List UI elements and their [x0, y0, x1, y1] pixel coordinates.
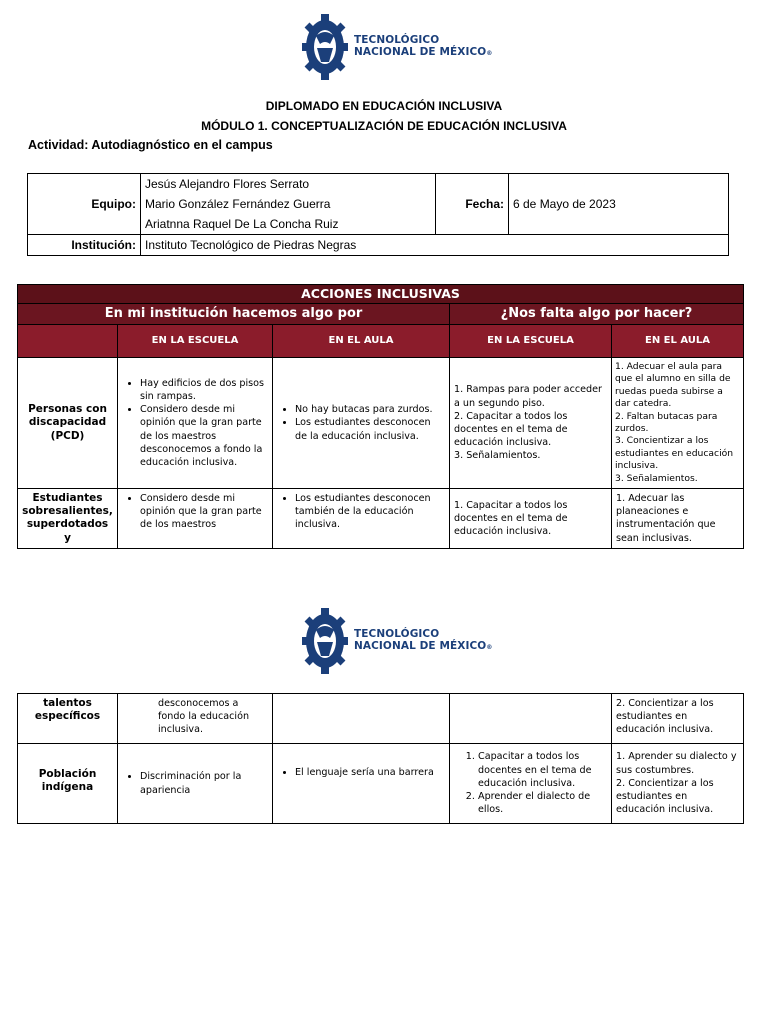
- col-header-classroom: EN EL AULA: [612, 325, 744, 358]
- cell-gifted-school: [118, 489, 273, 549]
- col-header-classroom: EN EL AULA: [273, 325, 450, 358]
- logo-line-1: TECNOLÓGICO: [354, 628, 440, 640]
- table-row: [18, 744, 744, 824]
- activity-title: Actividad: Autodiagnóstico en el campus: [28, 138, 273, 152]
- list-item: 1. Capacitar a todos los docentes en el tema de educación inclusiva.: [478, 750, 607, 790]
- registered-mark: ®: [486, 644, 493, 651]
- table-title: ACCIONES INCLUSIVAS: [18, 285, 744, 304]
- row-label-gifted-cont: talentos específicos: [18, 694, 118, 744]
- list-item: 2. Faltan butacas para zurdos.: [615, 410, 718, 434]
- team-member: Jesús Alejandro Flores Serrato: [145, 177, 310, 191]
- table-row: [18, 358, 744, 489]
- team-member: Mario González Fernández Guerra: [145, 197, 331, 211]
- table-row: [18, 694, 744, 744]
- logo-wordmark: [354, 34, 492, 60]
- cell-pcd-school: [118, 358, 273, 489]
- list-item: • Los estudiantes desconocen también de la educación inclusiva.: [295, 492, 445, 532]
- date-label: Fecha:: [436, 174, 509, 235]
- cell-gifted-todo-school: 1. Capacitar a todos los docentes en el tema de educación inclusiva.: [450, 489, 612, 549]
- cell-indigenous-todo-school: [450, 744, 612, 824]
- gear-eagle-icon: [302, 14, 348, 80]
- list-item: • No hay butacas para zurdos.: [295, 403, 445, 416]
- list-item: 2. Capacitar a todos los docentes en el tema de educación inclusiva.: [454, 410, 568, 449]
- module-title: MÓDULO 1. CONCEPTUALIZACIÓN DE EDUCACIÓN INCLUSIVA: [201, 119, 567, 133]
- team-label: Equipo:: [28, 174, 141, 235]
- group-header-done: En mi institución hacemos algo por: [18, 304, 450, 325]
- list-item: 1. Rampas para poder acceder a un segundo piso.: [454, 384, 602, 409]
- cell-gifted-todo-school-cont: [450, 694, 612, 744]
- list-item: • Hay edificios de dos pisos sin rampas.: [140, 377, 268, 403]
- cell-indigenous-school: [118, 744, 273, 824]
- tecnm-logo-page2: [302, 608, 492, 674]
- inclusive-actions-table: [17, 284, 744, 549]
- list-item: 3. Concientizar a los estudiantes en educación inclusiva.: [615, 435, 734, 472]
- course-title: DIPLOMADO EN EDUCACIÓN INCLUSIVA: [265, 99, 503, 113]
- row-label-pcd: Personas con discapacidad (PCD): [18, 358, 118, 489]
- table-row: [18, 489, 744, 549]
- cell-pcd-classroom: [273, 358, 450, 489]
- logo-line-1: TECNOLÓGICO: [354, 34, 440, 46]
- list-item: • El lenguaje sería una barrera: [295, 766, 445, 779]
- list-item: 1. Aprender su dialecto y sus costumbres.: [616, 751, 737, 776]
- group-header-pending: ¿Nos falta algo por hacer?: [450, 304, 744, 325]
- cell-indigenous-todo-classroom: [612, 744, 744, 824]
- list-item: • Considero desde mi opinión que la gran parte de los maestros: [140, 492, 268, 532]
- corner-cell: [18, 325, 118, 358]
- cell-indigenous-classroom: [273, 744, 450, 824]
- logo-wordmark: [354, 628, 492, 654]
- tecnm-logo-top: [302, 14, 492, 80]
- inclusive-actions-table-continued: [17, 693, 744, 824]
- list-item: • Los estudiantes desconocen de la educación inclusiva.: [295, 416, 445, 442]
- col-header-school: EN LA ESCUELA: [450, 325, 612, 358]
- list-item: 2. Concientizar a los estudiantes en educación inclusiva.: [616, 777, 714, 816]
- cell-gifted-classroom-cont: [273, 694, 450, 744]
- cell-gifted-todo-classroom: 1. Adecuar las planeaciones e instrumentación que sean inclusivas.: [612, 489, 744, 549]
- institution-label: Institución:: [28, 235, 141, 256]
- list-item: • Considero desde mi opinión que la gran parte de los maestros desconocemos a fondo la educación inclusiva.: [140, 403, 268, 469]
- logo-line-2: NACIONAL DE MÉXICO: [354, 640, 487, 652]
- cell-pcd-todo-school: [450, 358, 612, 489]
- list-item: • Discriminación por la apariencia: [140, 770, 268, 796]
- cell-gifted-todo-classroom-cont: 2. Concientizar a los estudiantes en educación inclusiva.: [612, 694, 744, 744]
- registered-mark: ®: [486, 50, 493, 57]
- list-item: 2. Aprender el dialecto de ellos.: [478, 790, 607, 816]
- cell-pcd-todo-classroom: [612, 358, 744, 489]
- list-item: 3. Señalamientos.: [615, 472, 698, 484]
- logo-line-2: NACIONAL DE MÉXICO: [354, 46, 487, 58]
- row-label-gifted: Estudiantes sobresalientes, superdotados y: [18, 489, 118, 549]
- row-label-indigenous: Población indígena: [18, 744, 118, 824]
- institution-value: Instituto Tecnológico de Piedras Negras: [141, 235, 729, 256]
- cell-gifted-school-cont: desconocemos a fondo la educación inclusiva.: [118, 694, 273, 744]
- cell-gifted-classroom: [273, 489, 450, 549]
- col-header-school: EN LA ESCUELA: [118, 325, 273, 358]
- team-member: Ariatnna Raquel De La Concha Ruiz: [145, 217, 339, 231]
- team-members: [141, 174, 436, 235]
- gear-eagle-icon: [302, 608, 348, 674]
- date-value: 6 de Mayo de 2023: [509, 174, 729, 235]
- list-item: 3. Señalamientos.: [454, 450, 541, 462]
- list-item: 1. Adecuar el aula para que el alumno en silla de ruedas pueda subirse a dar catedra.: [615, 360, 731, 410]
- team-info-table: [27, 173, 729, 256]
